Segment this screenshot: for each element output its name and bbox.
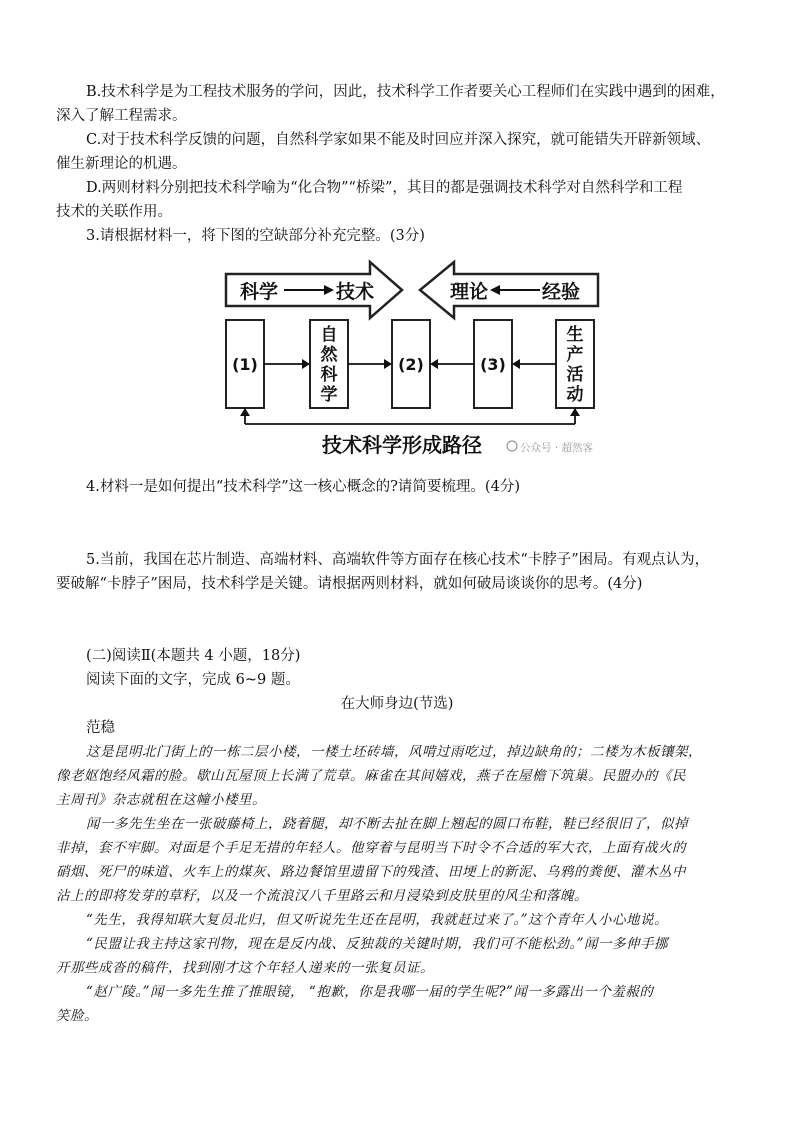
question-3: 3.请根据材料一，将下图的空缺部分补充完整。(3分) bbox=[86, 228, 425, 244]
ns-char-2: 然 bbox=[320, 345, 338, 365]
passage-line: “民盟让我主持这家刊物，现在是反内战、反独裁的关键时期，我们可不能松劲。”闻一多伸手挪 bbox=[86, 936, 669, 952]
option-b-line2: 深入了解工程需求。 bbox=[56, 108, 187, 124]
passage-line: “先生，我得知联大复员北归，但又听说先生还在昆明，我就赶过来了。”这个青年人小心地说。 bbox=[86, 912, 669, 928]
passage-line: 闻一多先生坐在一张破藤椅上，跷着腿，却不断去扯在脚上翘起的圆口布鞋，鞋已经很旧了，似掉 bbox=[86, 816, 688, 832]
passage-line: 笑脸。 bbox=[56, 1008, 98, 1024]
question-5-line1: 5.当前，我国在芯片制造、高端材料、高端软件等方面存在核心技术“卡脖子”困局。有观点认为， bbox=[86, 552, 710, 568]
ns-char-1: 自 bbox=[320, 325, 338, 345]
passage-line: 非掉，套不牢脚。对面是个手足无措的年轻人。他穿着与昆明当下时令不合适的军大衣，上面有战火的 bbox=[56, 840, 686, 856]
passage-line: 主周刊》杂志就租在这幢小楼里。 bbox=[56, 792, 266, 808]
box3-label: (3) bbox=[480, 355, 506, 374]
question-4: 4.材料一是如何提出“技术科学”这一核心概念的?请简要梳理。(4分) bbox=[86, 479, 520, 495]
wechat-icon bbox=[507, 441, 517, 451]
prod-char-4: 动 bbox=[566, 385, 584, 405]
box2-label: (2) bbox=[398, 355, 424, 374]
option-d-line2: 技术的关联作用。 bbox=[56, 204, 172, 220]
arrow-left-label-a: 科学 bbox=[240, 281, 279, 303]
option-c-line1: C.对于技术科学反馈的问题，自然科学家如果不能及时回应并深入探究，就可能错失开辟新领域、 bbox=[86, 132, 711, 148]
ns-char-4: 学 bbox=[320, 385, 338, 405]
prod-char-1: 生 bbox=[566, 325, 584, 345]
arrow-left-label-b: 技术 bbox=[336, 281, 375, 303]
passage-line: 像老妪饱经风霜的脸。歇山瓦屋顶上长满了荒草。麻雀在其间嬉戏，燕子在屋檐下筑巢。民盟办的《民 bbox=[56, 768, 686, 784]
question-5-line2: 要破解“卡脖子”困局，技术科学是关键。请根据两则材料，就如何破局谈谈你的思考。(4分) bbox=[56, 576, 643, 592]
passage-line: 这是昆明北门街上的一栋二层小楼，一楼土坯砖墙，风啃过雨吃过，掉边缺角的；二楼为木板镶架， bbox=[86, 744, 702, 760]
arrow-right-label-b: 经验 bbox=[542, 281, 581, 303]
passage-line: 沾上的即将发芽的草籽，以及一个流浪汉八千里路云和月浸染到皮肤里的风尘和落魄。 bbox=[56, 888, 588, 904]
section-2-instruction: 阅读下面的文字，完成 6~9 题。 bbox=[86, 672, 300, 688]
prod-char-2: 产 bbox=[566, 345, 584, 365]
passage-line: 硝烟、死尸的味道、火车上的煤灰、路边餐馆里遗留下的残渣、田埂上的新泥、乌鸦的粪便、灌木丛中 bbox=[56, 864, 686, 880]
box1-label: (1) bbox=[232, 355, 258, 374]
diagram-caption: 技术科学形成路径 bbox=[322, 433, 482, 457]
passage-author: 范稳 bbox=[86, 720, 115, 736]
option-d-line1: D.两则材料分别把技术科学喻为“化合物”“桥梁”，其目的都是强调技术科学对自然科学和工程 bbox=[86, 180, 683, 196]
option-b-line1: B.技术科学是为工程技术服务的学问，因此，技术科学工作者要关心工程师们在实践中遇到的困难， bbox=[86, 84, 725, 100]
passage-line: 开那些成沓的稿件，找到刚才这个年轻人递来的一张复员证。 bbox=[56, 960, 434, 976]
passage-title: 在大师身边(节选) bbox=[340, 696, 454, 712]
watermark: 公众号 · 超然客 bbox=[520, 442, 594, 454]
option-c-line2: 催生新理论的机遇。 bbox=[56, 156, 187, 172]
ns-char-3: 科 bbox=[320, 365, 338, 385]
passage-line: “赵广陵。”闻一多先生推了推眼镜， “抱歉，你是我哪一届的学生呢?”闻一多露出一个羞赧的 bbox=[86, 984, 654, 1000]
tech-science-path-diagram bbox=[212, 258, 612, 458]
section-2-heading: (二)阅读Ⅱ(本题共 4 小题，18分) bbox=[86, 648, 301, 664]
prod-char-3: 活 bbox=[566, 365, 584, 385]
arrow-right-label-a: 理论 bbox=[450, 281, 489, 303]
